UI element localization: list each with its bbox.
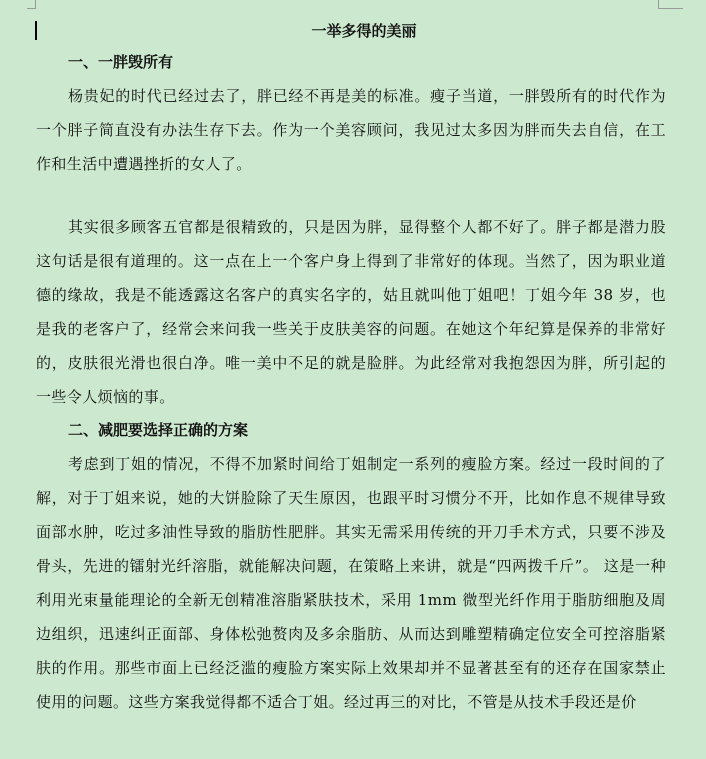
section-heading-2: 二、减肥要选择正确的方案 xyxy=(68,421,249,439)
empty-line xyxy=(36,181,666,210)
paragraph-2: 其实很多顾客五官都是很精致的，只是因为胖，显得整个人都不好了。胖子都是潜力股这句话是很有道理的。这一点在上一个客户身上得到了非常好的体现。当然了，因为职业道德的缘故，我是不能透露这名客户的真实名字的，姑且就叫他丁姐吧！丁姐今年 38 岁，也是我的老客户了，经常会来问我一些关于皮肤美容的问题。在她这个年纪算是保养的非常好的，皮肤很光滑也很白净。唯一美中不足的就是脸胖。为此经常对我抱怨因为胖，所引起的一些令人烦恼的事。 xyxy=(36,218,666,406)
crop-mark-top-left xyxy=(27,0,36,9)
document-body[interactable] xyxy=(36,16,666,719)
document-title: 一举多得的美丽 xyxy=(311,22,417,40)
section-heading-1: 一、一胖毁所有 xyxy=(68,53,174,71)
paragraph-3: 考虑到丁姐的情况，不得不加紧时间给丁姐制定一系列的瘦脸方案。经过一段时间的了解，对于丁姐来说，她的大饼脸除了天生原因，也跟平时习惯分不开，比如作息不规律导致面部水肿，吃过多油性导致的脂肪性肥胖。其实无需采用传统的开刀手术方式，只要不涉及骨头，先进的镭射光纤溶脂，就能解决问题，在策略上来讲，就是“四两拨千斤”。 这是一种利用光束量能理论的全新无创精准溶脂紧肤技术，采用 1mm 微型光纤作用于脂肪细胞及周边组织，迅速纠正面部、身体松弛赘肉及多余脂肪、从而达到雕塑精确定位安全可控溶脂紧肤的作用。那些市面上已经泛滥的瘦脸方案实际上效果却并不显著甚至有的还存在国家禁止使用的问题。这些方案我觉得都不适合丁姐。经过再三的对比，不管是从技术手段还是价 xyxy=(36,455,666,711)
crop-mark-top-right xyxy=(658,0,683,9)
paragraph-1: 杨贵妃的时代已经过去了，胖已经不再是美的标准。瘦子当道，一胖毁所有的时代作为一个胖子简直没有办法生存下去。作为一个美容顾问，我见过太多因为胖而失去自信，在工作和生活中遭遇挫折的女人了。 xyxy=(36,87,666,173)
